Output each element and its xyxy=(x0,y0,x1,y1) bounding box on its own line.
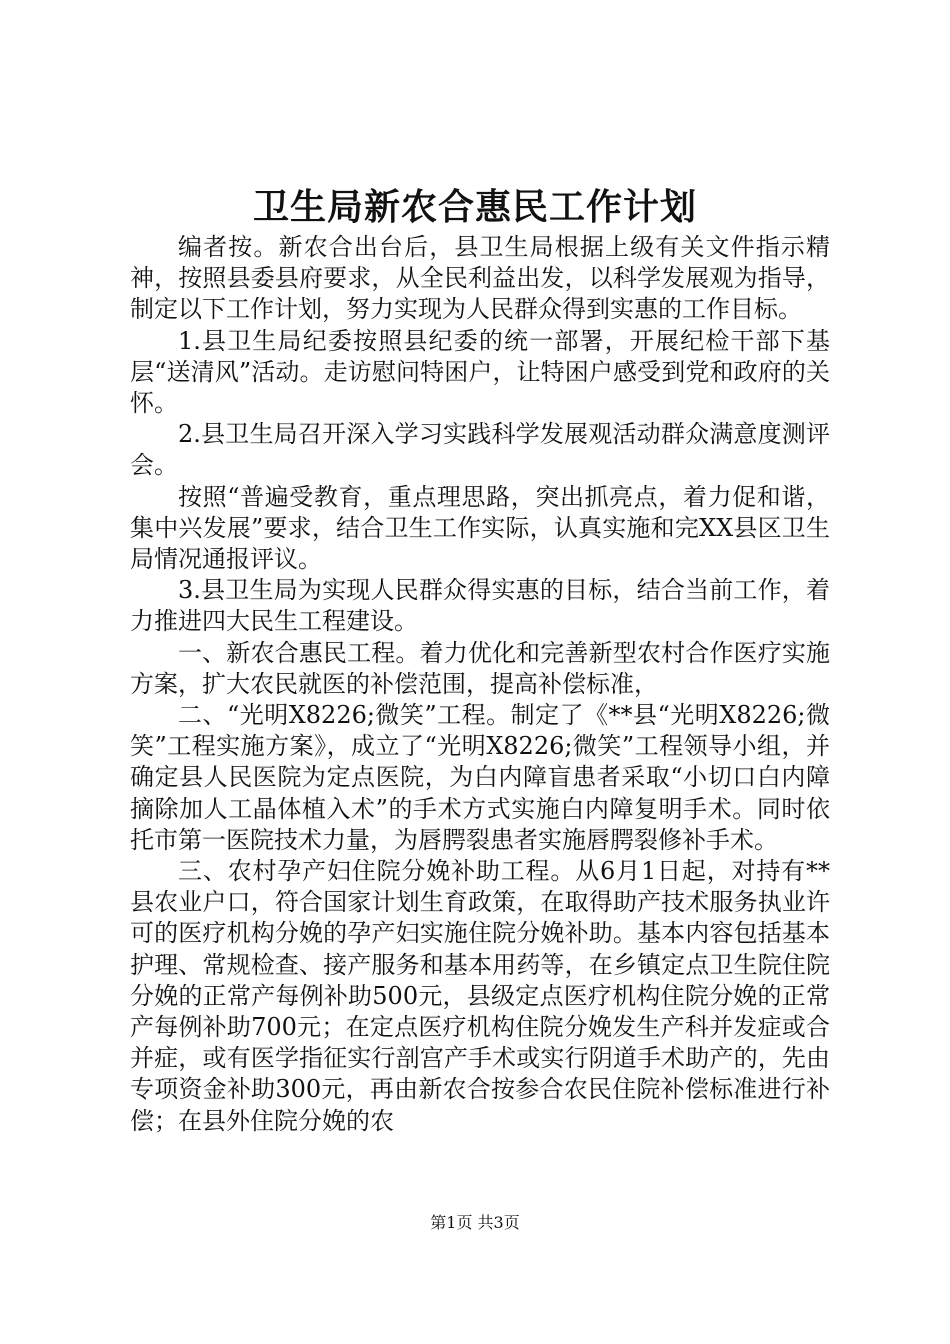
document-body xyxy=(130,232,830,1137)
editor-note-paragraph: 编者按。新农合出台后，县卫生局根据上级有关文件指示精神，按照县委县府要求，从全民利益出发，以科学发展观为指导，制定以下工作计划，努力实现为人民群众得到实惠的工作目标。 xyxy=(130,233,830,324)
project-3-paragraph: 三、农村孕产妇住院分娩补助工程。从6月1日起，对持有**县农业户口，符合国家计划生育政策，在取得助产技术服务执业许可的医疗机构分娩的孕产妇实施住院分娩补助。基本内容包括基本护理、常规检查、接产服务和基本用药等，在乡镇定点卫生院住院分娩的正常产每例补助500元，县级定点医疗机构住院分娩的正常产每例补助700元；在定点医疗机构住院分娩发生产科并发症或合并症，或有医学指征实行剖宫产手术或实行阴道手术助产的，先由专项资金补助300元，再由新农合按参合农民住院补偿标准进行补偿；在县外住院分娩的农 xyxy=(130,857,830,1135)
document-title: 卫生局新农合惠民工作计划 xyxy=(252,186,697,228)
item-3-paragraph: 3.县卫生局为实现人民群众得实惠的目标，结合当前工作，着力推进四大民生工程建设。 xyxy=(130,576,830,636)
project-1-paragraph: 一、新农合惠民工程。着力优化和完善新型农村合作医疗实施方案，扩大农民就医的补偿范围，提高补偿标准， xyxy=(130,638,830,698)
requirements-paragraph: 按照“普遍受教育，重点理思路，突出抓亮点，着力促和谐，集中兴发展”要求，结合卫生工作实际，认真实施和完XX县区卫生局情况通报评议。 xyxy=(130,482,830,574)
item-2-paragraph: 2.县卫生局召开深入学习实践科学发展观活动群众满意度测评会。 xyxy=(130,420,830,480)
page-number-footer: 第1页 共3页 xyxy=(430,1213,520,1232)
item-1-paragraph: 1.县卫生局纪委按照县纪委的统一部署，开展纪检干部下基层“送清风”活动。走访慰问特困户，让特困户感受到党和政府的关怀。 xyxy=(130,326,830,418)
project-2-paragraph: 二、“光明X8226;微笑”工程。制定了《**县“光明X8226;微笑”工程实施方案》，成立了“光明X8226;微笑”工程领导小组，并确定县人民医院为定点医院，为白内障盲患者采取“小切口白内障摘除加人工晶体植入术”的手术方式实施白内障复明手术。同时依托市第一医院技术力量，为唇腭裂患者实施唇腭裂修补手术。 xyxy=(130,701,830,854)
